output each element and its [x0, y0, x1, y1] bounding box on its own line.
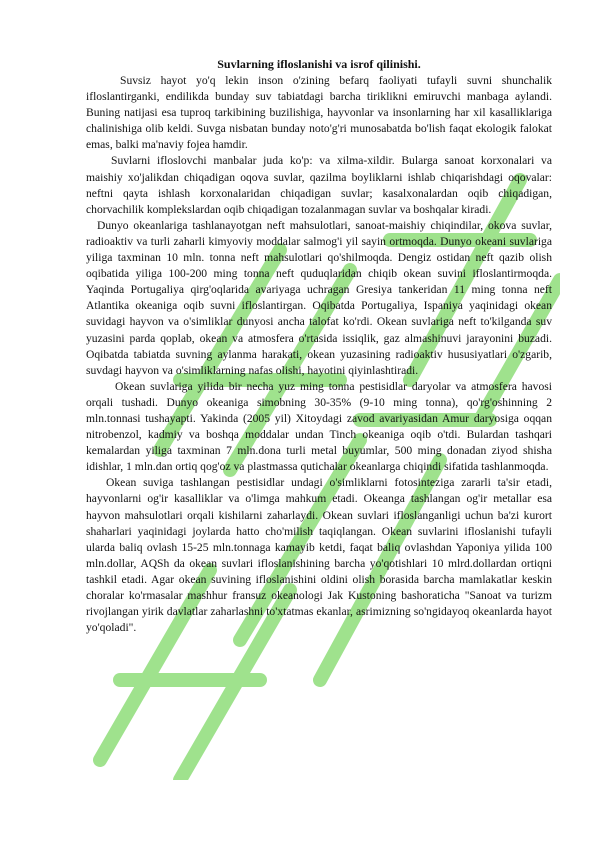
paragraph-3: Dunyo okeanlariga tashlanayotgan neft mahsulotlari, sanoat-maishiy chiqindilar, okova suvlar, radioaktiv va turli zaharli kimyoviy moddalar salmog'i yil sayin ortmoqda. Dunyo okeani suvlariga yiliga taxminan 10 mln. tonna neft mahsulotlari qo'shilmoqda. Dengiz ostidan neft qazib olish oqibatida yiliga 100-200 ming tonna neft quduqlaridan chiqib okean suvini ifloslantirmoqda. Yaqinda Portugaliya qirg'oqlarida avariyaga uchragan Gresiya tankeridan 11 ming tonna neft Atlantika okeaniga oqib suvni ifloslantirgan. Oqibatda Portugaliya, Ispaniya yaqinidagi okean suvidagi hayvon va o'simliklar dunyosi ancha talofat ko'rdi. Okean suvlariga neft to'kilganda suv yuzasini parda qoplab, okean va atmosfera o'rtasida issiqlik, gaz almashinuvi jarayonini buzadi. Oqibatda tabiatda suvning aylanma harakati, okean yuzasining radioaktiv hususiyatlari o'zgarib, suvdagi hayvon va o'simliklarning nafas olishi, hayotini qiyinlashtiradi. [86, 218, 552, 377]
document-title: Suvlarning ifloslanishi va isrof qilinishi. [217, 57, 421, 71]
paragraph-5: Okean suviga tashlangan pestisidlar undagi o'simliklarni fotosinteziga zararli ta'sir etadi, hayvonlarni og'ir kasalliklar va o'limga mahkum etadi. Okeanga tashlangan og'ir metallar esa hayvon mahsulotlari orqali kishilarni zaharlaydi. Okean suvlari ifloslanganligi uchun ba'zi kurort shaharlari yaqinidagi joylarda hatto cho'milish taqiqlangan. Okean suvlarini ifloslanishi tufayli ularda baliq ovlash 15-25 mln.tonnaga kamayib ketdi, faqat baliq ovlashdan Yaponiya yilida 100 mln.dollar, AQSh da okean suvlari ifloslanishining barcha yo'qotishlari 10 mlrd.dollardan ortiqni tashkil etadi. Agar okean suvining ifloslanishini oldini olish borasida barcha mamlakatlar keskin choralar ko'rmasalar mashhur fransuz okeanologi Jak Kustoning bashoraticha "Sanoat va turizm rivojlangan yirik davlatlar zaharlashni to'xtatmas ekanlar, asrimizning so'ngidayoq okeanlarda hayot yo'qoladi". [86, 476, 552, 635]
document-page [86, 56, 552, 636]
paragraph-2: Suvlarni ifloslovchi manbalar juda ko'p: va xilma-xildir. Bularga sanoat korxonalari va maishiy xo'jalikdan chiqadigan oqova suvlar, qazilma boyliklarni ishlab chiqarishdagi oqovalar: neftni qayta ishlash korxonalaridan chiqadigan suvlar; kasalxonalardan oqib chiqadigan, chorvachilik komplekslardan oqib chiqadigan tozalanmagan suvlar va boshqalar kiradi. [86, 154, 552, 216]
paragraph-4: Okean suvlariga yilida bir necha yuz ming tonna pestisidlar daryolar va atmosfera havosi orqali tushadi. Dunyo okeaniga simobning 30-35% (9-10 ming tonna), qo'rg'oshinning 2 mln.tonnasi tushayapti. Yakinda (2005 yil) Xitoydagi zavod avariyasidan Amur daryosiga oqqan nitrobenzol, kadmiy va boshqa moddalar undan Tinch okeaniga oqib o'tdi. Bulardan tashqari kemalardan yiliga taxminan 7 mln.dona turli metal buyumlar, 500 ming donadan ziyod shisha idishlar, 1 mln.dan ortiq qog'oz va plastmassa qutichalar okeanlarga chiqindi sifatida tashlanmoqda. [86, 379, 552, 474]
paragraph-1: Suvsiz hayot yo'q lekin inson o'zining befarq faoliyati tufayli suvni shunchalik ifloslantirganki, endilikda bunday suv tabiatdagi barcha tiriklikni emiruvchi manbaga aylandi. Buning natijasi esa tuproq tarkibining buzilishiga, hayvonlar va insonlarning har xil kasalliklariga chalinishiga olib keldi. Suvga nisbatan bunday noto'g'ri munosabatda bo'lish faqat ekologik falokat emas, balki ma'naviy fojea hamdir. [86, 74, 552, 152]
